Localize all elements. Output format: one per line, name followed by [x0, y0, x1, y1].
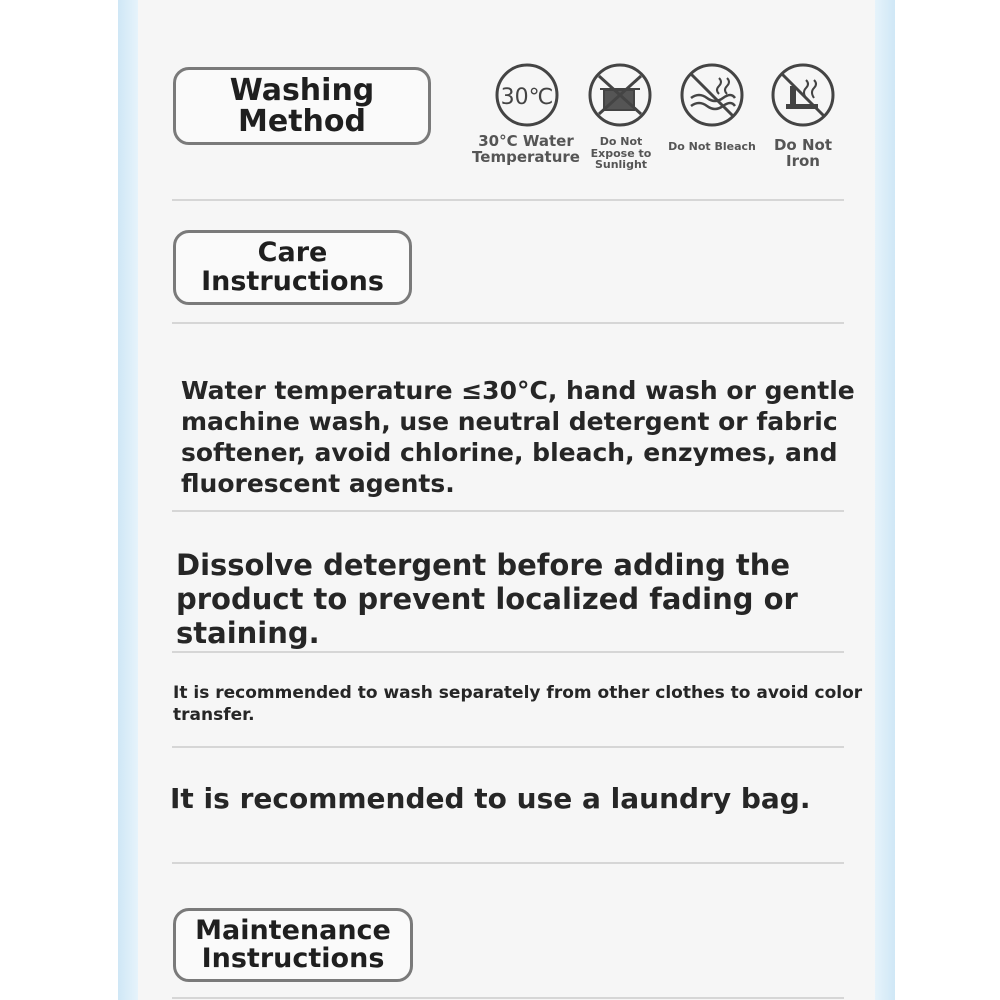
maintenance-instructions-label	[173, 908, 413, 982]
care-text-wash-separately: It is recommended to wash separately from other clothes to avoid color transfer.	[173, 683, 863, 725]
divider	[172, 746, 844, 748]
no-sunlight-icon	[587, 62, 653, 128]
right-frame-stripe	[875, 0, 895, 1000]
no-iron-caption: Do Not Iron	[773, 136, 832, 170]
divider	[172, 862, 844, 864]
maintenance-instructions-text: Maintenance Instructions	[195, 914, 391, 974]
divider	[172, 651, 844, 653]
care-instructions-label	[173, 230, 412, 305]
temperature-caption: 30°C Water Temperature	[472, 132, 580, 166]
no-iron-icon	[770, 62, 836, 128]
washing-method-text: Washing Method	[229, 72, 375, 139]
divider	[172, 997, 844, 999]
divider	[172, 199, 844, 201]
temperature-30c-icon	[494, 62, 560, 128]
temperature-badge-text: 30℃	[500, 85, 554, 110]
care-text-dissolve-detergent: Dissolve detergent before adding the product to prevent localized fading or staining.	[176, 548, 798, 650]
care-text-laundry-bag: It is recommended to use a laundry bag.	[170, 782, 811, 815]
care-text-temperature: Water temperature ≤30°C, hand wash or gentle machine wash, use neutral detergent or fabric softener, avoid chlorine, bleach, enzymes, and fluorescent agents.	[181, 376, 855, 498]
care-instructions-text: Care Instructions	[201, 237, 384, 297]
left-frame-stripe	[118, 0, 138, 1000]
divider	[172, 510, 844, 512]
divider	[172, 322, 844, 324]
no-sunlight-caption: Do Not Expose to Sunlight	[590, 135, 652, 172]
no-bleach-icon	[679, 62, 745, 128]
no-bleach-caption: Do Not Bleach	[668, 140, 756, 153]
washing-method-label	[173, 67, 431, 145]
